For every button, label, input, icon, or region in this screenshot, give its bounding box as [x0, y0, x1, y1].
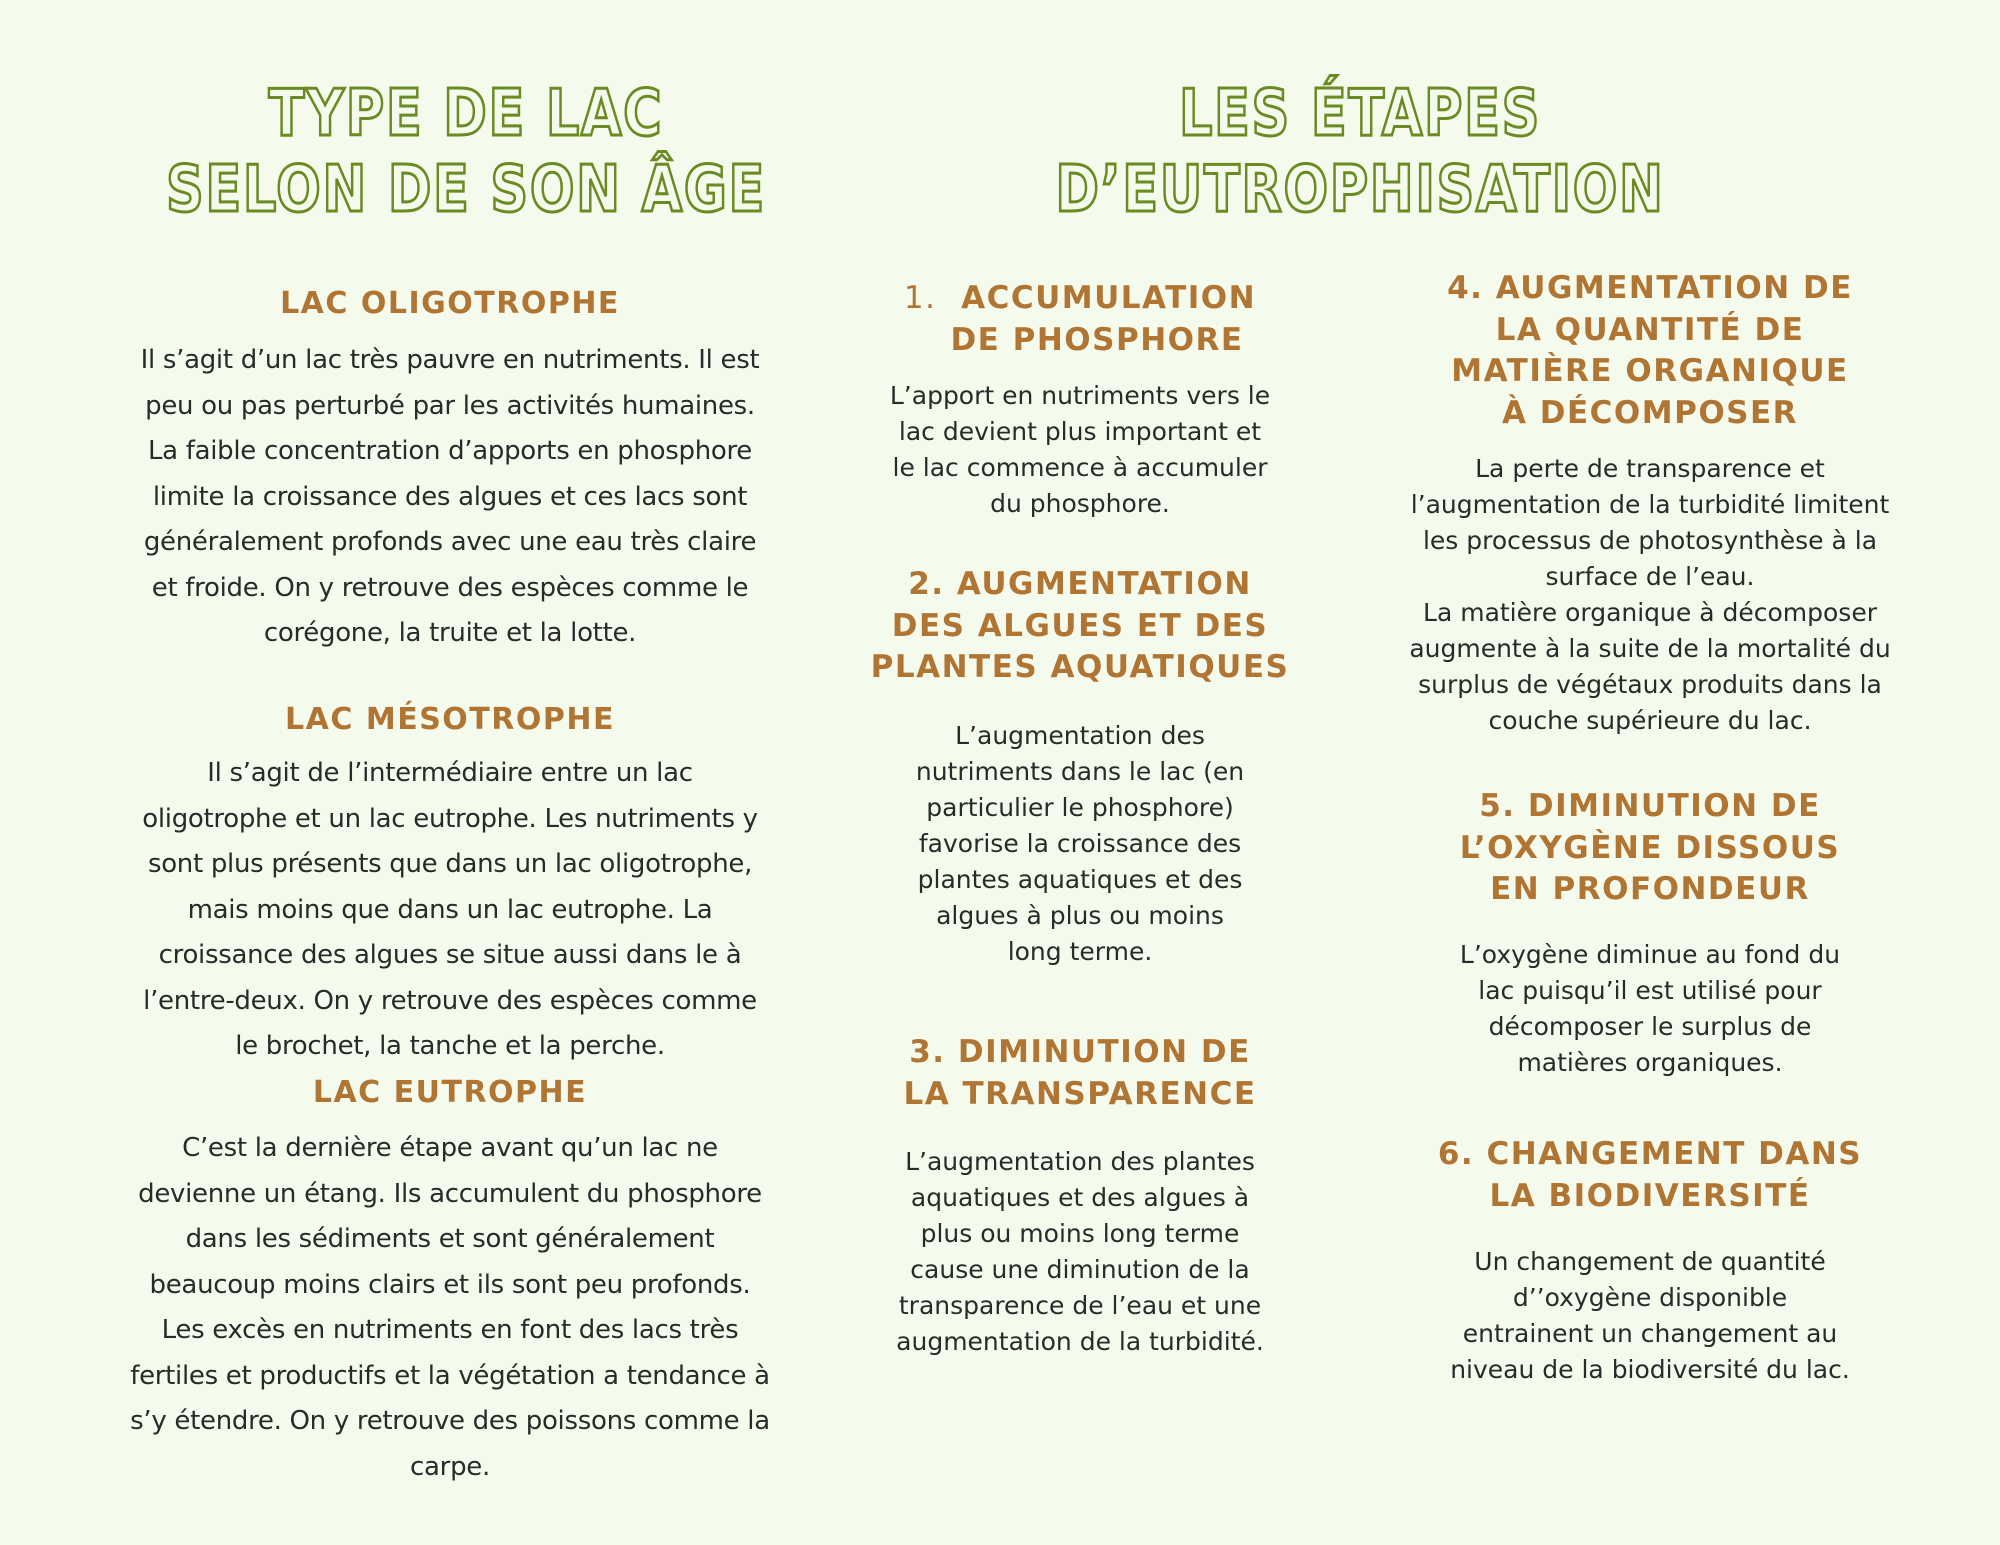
text-line: La faible concentration d’apports en phosphore — [147, 436, 752, 466]
text-line: nutriments dans le lac (en — [915, 757, 1245, 786]
step-heading-line: MATIÈRE ORGANIQUE — [1451, 353, 1849, 389]
text-line: plus ou moins long terme — [920, 1219, 1240, 1248]
text-line: La perte de transparence et — [1475, 454, 1825, 483]
text-line: long terme. — [1007, 937, 1153, 966]
right-title-line: D’EUTROPHISATION — [1055, 153, 1665, 227]
text-line: et froide. On y retrouve des espèces comme le — [151, 572, 749, 603]
text-line: aquatiques et des algues à — [910, 1183, 1250, 1212]
text-line: le brochet, la tanche et la perche. — [235, 1031, 665, 1061]
step-text-3 — [840, 1144, 1320, 1360]
text-line: L’apport en nutriments vers le — [889, 381, 1271, 410]
text-line: l’entre-deux. On y retrouve des espèces comme — [143, 985, 757, 1016]
text-line: s’y étendre. On y retrouve des poissons comme la — [130, 1406, 770, 1436]
step-heading-line: 5. DIMINUTION DE — [1479, 788, 1821, 824]
left-title-line: TYPE DE LAC — [268, 77, 664, 151]
text-line: couche supérieure du lac. — [1488, 706, 1812, 735]
text-line: croissance des algues se situe aussi dans le à — [158, 940, 742, 970]
step-heading-5 — [1390, 786, 1910, 911]
step-heading-4 — [1390, 268, 1910, 434]
text-line: augmentation de la turbidité. — [896, 1327, 1264, 1356]
text-line: Les excès en nutriments en font des lacs très — [161, 1315, 739, 1345]
step-heading-line: EN PROFONDEUR — [1490, 871, 1810, 907]
step-heading-line: LA BIODIVERSITÉ — [1489, 1177, 1811, 1214]
text-line: L’augmentation des — [955, 721, 1205, 750]
text-line: corégone, la truite et la lotte. — [263, 618, 637, 648]
text-line: carpe. — [410, 1451, 490, 1482]
section-heading-eutrophe: LAC EUTROPHE — [312, 1075, 588, 1110]
step-heading-line: À DÉCOMPOSER — [1501, 394, 1799, 431]
text-line: L’oxygène diminue au fond du — [1459, 940, 1841, 969]
text-line: C’est la dernière étape avant qu’un lac ne — [182, 1133, 718, 1163]
right-title-line: LES ÉTAPES — [1178, 77, 1542, 151]
text-line: dans les sédiments et sont généralement — [185, 1224, 715, 1254]
step-heading-3 — [830, 1032, 1330, 1115]
step-text-6 — [1370, 1244, 1930, 1388]
left-title-line: SELON DE SON ÂGE — [165, 153, 767, 227]
step-heading-line: 2. AUGMENTATION — [908, 566, 1252, 602]
text-line: mais moins que dans un lac eutrophe. La — [187, 894, 713, 925]
text-line: algues à plus ou moins — [936, 901, 1224, 930]
step-heading-line: LA TRANSPARENCE — [903, 1075, 1257, 1112]
text-line: transparence de l’eau et une — [898, 1291, 1262, 1320]
text-line: les processus de photosynthèse à la — [1422, 526, 1878, 555]
step-heading-line: PLANTES AQUATIQUES — [870, 649, 1290, 685]
text-line: matières organiques. — [1517, 1048, 1783, 1077]
text-line: sont plus présents que dans un lac oligotrophe, — [147, 849, 753, 879]
text-line: limite la croissance des algues et ces lacs sont — [152, 481, 748, 512]
text-line: du phosphore. — [990, 489, 1170, 518]
text-line: lac puisqu’il est utilisé pour — [1478, 976, 1822, 1005]
text-line: plantes aquatiques et des — [917, 865, 1243, 894]
step-heading-line: ACCUMULATION — [961, 280, 1257, 316]
step-heading-2 — [830, 564, 1330, 689]
text-line: Un changement de quantité — [1474, 1247, 1826, 1276]
step-heading-6 — [1390, 1134, 1910, 1217]
text-line: peu ou pas perturbé par les activités humaines. — [145, 390, 755, 421]
text-line: le lac commence à accumuler — [892, 453, 1268, 482]
text-line: d’’oxygène disponible — [1512, 1283, 1788, 1312]
text-line: augmente à la suite de la mortalité du — [1409, 634, 1891, 663]
text-line: Il s’agit de l’intermédiaire entre un lac — [207, 758, 693, 788]
text-line: surplus de végétaux produits dans la — [1418, 670, 1882, 699]
step-heading-line: DE PHOSPHORE — [950, 321, 1244, 358]
right-title — [1048, 76, 1671, 228]
text-line: oligotrophe et un lac eutrophe. Les nutriments y — [142, 803, 758, 834]
step-text-4 — [1370, 451, 1930, 739]
step-heading-1 — [830, 278, 1330, 361]
step-number: 1. — [903, 280, 937, 316]
step-heading-line: 4. AUGMENTATION DE — [1447, 270, 1853, 306]
step-heading-line: LA QUANTITÉ DE — [1495, 311, 1805, 348]
text-line: généralement profonds avec une eau très claire — [143, 527, 757, 557]
text-line: fertiles et productifs et la végétation a tendance à — [130, 1360, 770, 1391]
text-line: particulier le phosphore) — [926, 793, 1234, 822]
left-title — [154, 76, 777, 228]
text-line: La matière organique à décomposer — [1423, 598, 1877, 627]
text-line: cause une diminution de la — [910, 1255, 1250, 1284]
step-heading-line: 3. DIMINUTION DE — [909, 1034, 1251, 1070]
text-line: beaucoup moins clairs et ils sont peu profonds. — [149, 1269, 751, 1300]
text-line: lac devient plus important et — [898, 417, 1262, 446]
section-text-mesotrophe — [70, 751, 830, 1070]
step-heading-line: DES ALGUES ET DES — [891, 607, 1269, 644]
text-line: devienne un étang. Ils accumulent du phosphore — [138, 1178, 762, 1209]
section-text-oligotrophe — [70, 338, 830, 657]
text-line: décomposer le surplus de — [1488, 1012, 1812, 1041]
section-heading-mesotrophe: LAC MÉSOTROPHE — [285, 702, 615, 737]
step-heading-line: 6. CHANGEMENT DANS — [1437, 1136, 1863, 1172]
step-text-5 — [1370, 937, 1930, 1081]
text-line: entrainent un changement au — [1462, 1319, 1838, 1348]
text-line: niveau de la biodiversité du lac. — [1450, 1355, 1850, 1384]
text-line: L’augmentation des plantes — [905, 1147, 1255, 1176]
step-text-2 — [840, 718, 1320, 970]
text-line: Il s’agit d’un lac très pauvre en nutriments. Il est — [140, 345, 760, 375]
text-line: favorise la croissance des — [918, 829, 1242, 858]
text-line: surface de l’eau. — [1545, 562, 1755, 591]
section-heading-oligotrophe: LAC OLIGOTROPHE — [280, 286, 620, 321]
step-heading-line: L’OXYGÈNE DISSOUS — [1459, 829, 1841, 866]
step-text-1 — [840, 378, 1320, 522]
section-text-eutrophe — [70, 1126, 830, 1490]
text-line: l’augmentation de la turbidité limitent — [1410, 490, 1890, 519]
